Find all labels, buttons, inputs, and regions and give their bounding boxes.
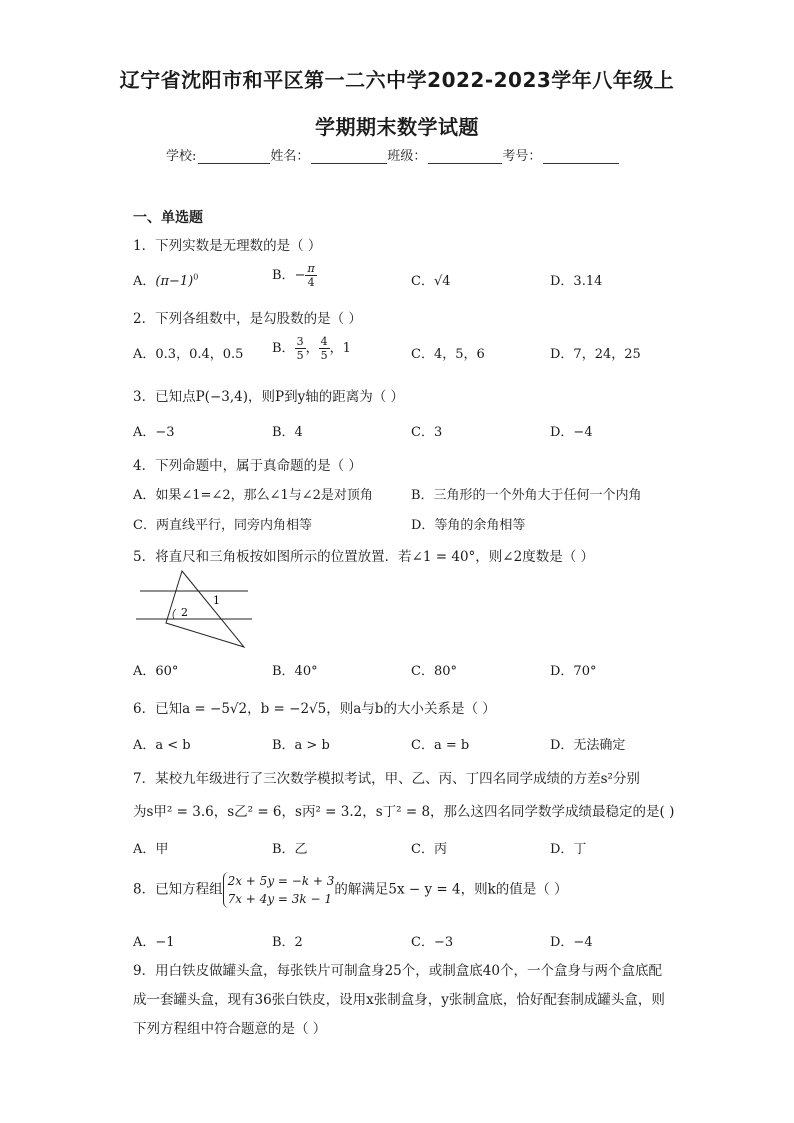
question-8-option-a: A．−1 [133, 935, 175, 950]
question-5-option-a: A．60° [133, 664, 179, 679]
question-8-option-b: B．2 [272, 935, 303, 950]
question-8-stem: 8．已知方程组 2x + 5y = −k + 3 7x + 4y = 3k − 1 的解满足5x − y = 4，则k的值是（ ） [133, 874, 568, 906]
class-blank[interactable] [428, 149, 502, 164]
question-6-stem: 6．已知a = −5√2，b = −2√5，则a与b的大小关系是（ ） [133, 701, 496, 717]
question-7-option-a: A．甲 [133, 842, 169, 857]
exam-title-line2: 学期期末数学试题 [315, 115, 479, 139]
question-2-option-a: A．0.3，0.4，0.5 [133, 347, 244, 362]
question-1-stem: 1．下列实数是无理数的是（ ） [133, 238, 322, 254]
question-5-option-d: D．70° [550, 664, 597, 679]
angle-2-arc [173, 609, 176, 619]
question-3-option-b: B．4 [272, 425, 303, 440]
question-1-option-c: C．√4 [411, 274, 451, 289]
question-7-option-b: B．乙 [272, 842, 308, 857]
question-5-option-b: B．40° [272, 664, 318, 679]
student-info-row [166, 145, 619, 164]
question-7-option-c: C．丙 [411, 842, 447, 857]
equation-system: 2x + 5y = −k + 3 7x + 4y = 3k − 1 [223, 872, 335, 908]
question-7-line2: 为s甲² = 3.6，s乙² = 6，s丙² = 3.2，s丁² = 8，那么这四名同学数学成绩最稳定的是( ) [133, 804, 675, 820]
angle-2-label: 2 [181, 606, 188, 619]
question-6-option-a: A．a < b [133, 738, 191, 753]
question-1-option-b: B．− $\frac{\pi}{4}$ [272, 262, 315, 289]
triangle-plate [166, 571, 244, 647]
question-3-option-c: C．3 [411, 425, 443, 440]
question-2-option-d: D．7，24，25 [550, 347, 641, 362]
question-4-option-c: C．两直线平行，同旁内角相等 [133, 518, 312, 533]
question-4-stem: 4．下列命题中，属于真命题的是（ ） [133, 458, 362, 474]
class-label: 班级： [387, 149, 427, 164]
question-6-option-b: B．a > b [272, 738, 330, 753]
question-7-option-d: D．丁 [550, 842, 587, 857]
name-blank[interactable] [311, 149, 387, 164]
id-label: 考号： [502, 149, 542, 164]
question-3-option-a: A．−3 [133, 425, 175, 440]
angle-1-label: 1 [213, 594, 220, 607]
question-1-option-a: A．$(\pi-1)^0$ [133, 272, 199, 289]
question-4-option-b: B．三角形的一个外角大于任何一个内角 [411, 488, 642, 503]
question-6-option-c: C．a = b [411, 738, 470, 753]
question-6-option-d: D．无法确定 [550, 738, 626, 753]
question-3-option-d: D．−4 [550, 425, 593, 440]
question-7-line1: 7．某校九年级进行了三次数学模拟考试，甲、乙、丙、丁四名同学成绩的方差s²分别 [133, 771, 640, 787]
question-2-stem: 2．下列各组数中，是勾股数的是（ ） [133, 311, 362, 327]
school-label: 学校: [166, 149, 197, 164]
question-8-option-c: C．−3 [411, 935, 454, 950]
question-2-option-b: B． $\frac{3}{5}$ ， $\frac{4}{5}$ ，1 [272, 335, 351, 362]
question-4-option-a: A．如果∠1=∠2，那么∠1与∠2是对顶角 [133, 488, 373, 503]
question-4-option-d: D．等角的余角相等 [411, 518, 526, 533]
ruler-triangle-figure [136, 569, 260, 651]
section-title: 一、单选题 [133, 210, 203, 226]
question-1-option-d: D．3.14 [550, 274, 603, 289]
question-3-stem: 3．已知点P(−3,4)，则P到y轴的距离为（ ） [133, 389, 404, 405]
question-8-option-d: D．−4 [550, 935, 593, 950]
question-5-option-c: C．80° [411, 664, 457, 679]
school-blank[interactable] [198, 149, 270, 164]
question-9-text: 9．用白铁皮做罐头盒，每张铁片可制盒身25个，或制盒底40个，一个盒身与两个盒底配成一套罐头盒，现有36张白铁皮，设用x张制盒身，y张制盒底，恰好配套制成罐头盒，则下列方程组中符合题意的是（ ） [133, 963, 665, 1037]
name-label: 姓名： [270, 149, 310, 164]
question-5-stem: 5．将直尺和三角板按如图所示的位置放置．若∠1 = 40°，则∠2度数是（ ） [133, 549, 595, 565]
exam-title-line1: 辽宁省沈阳市和平区第一二六中学2022-2023学年八年级上 [119, 68, 675, 92]
id-blank[interactable] [543, 149, 619, 164]
question-2-option-c: C．4，5，6 [411, 347, 485, 362]
